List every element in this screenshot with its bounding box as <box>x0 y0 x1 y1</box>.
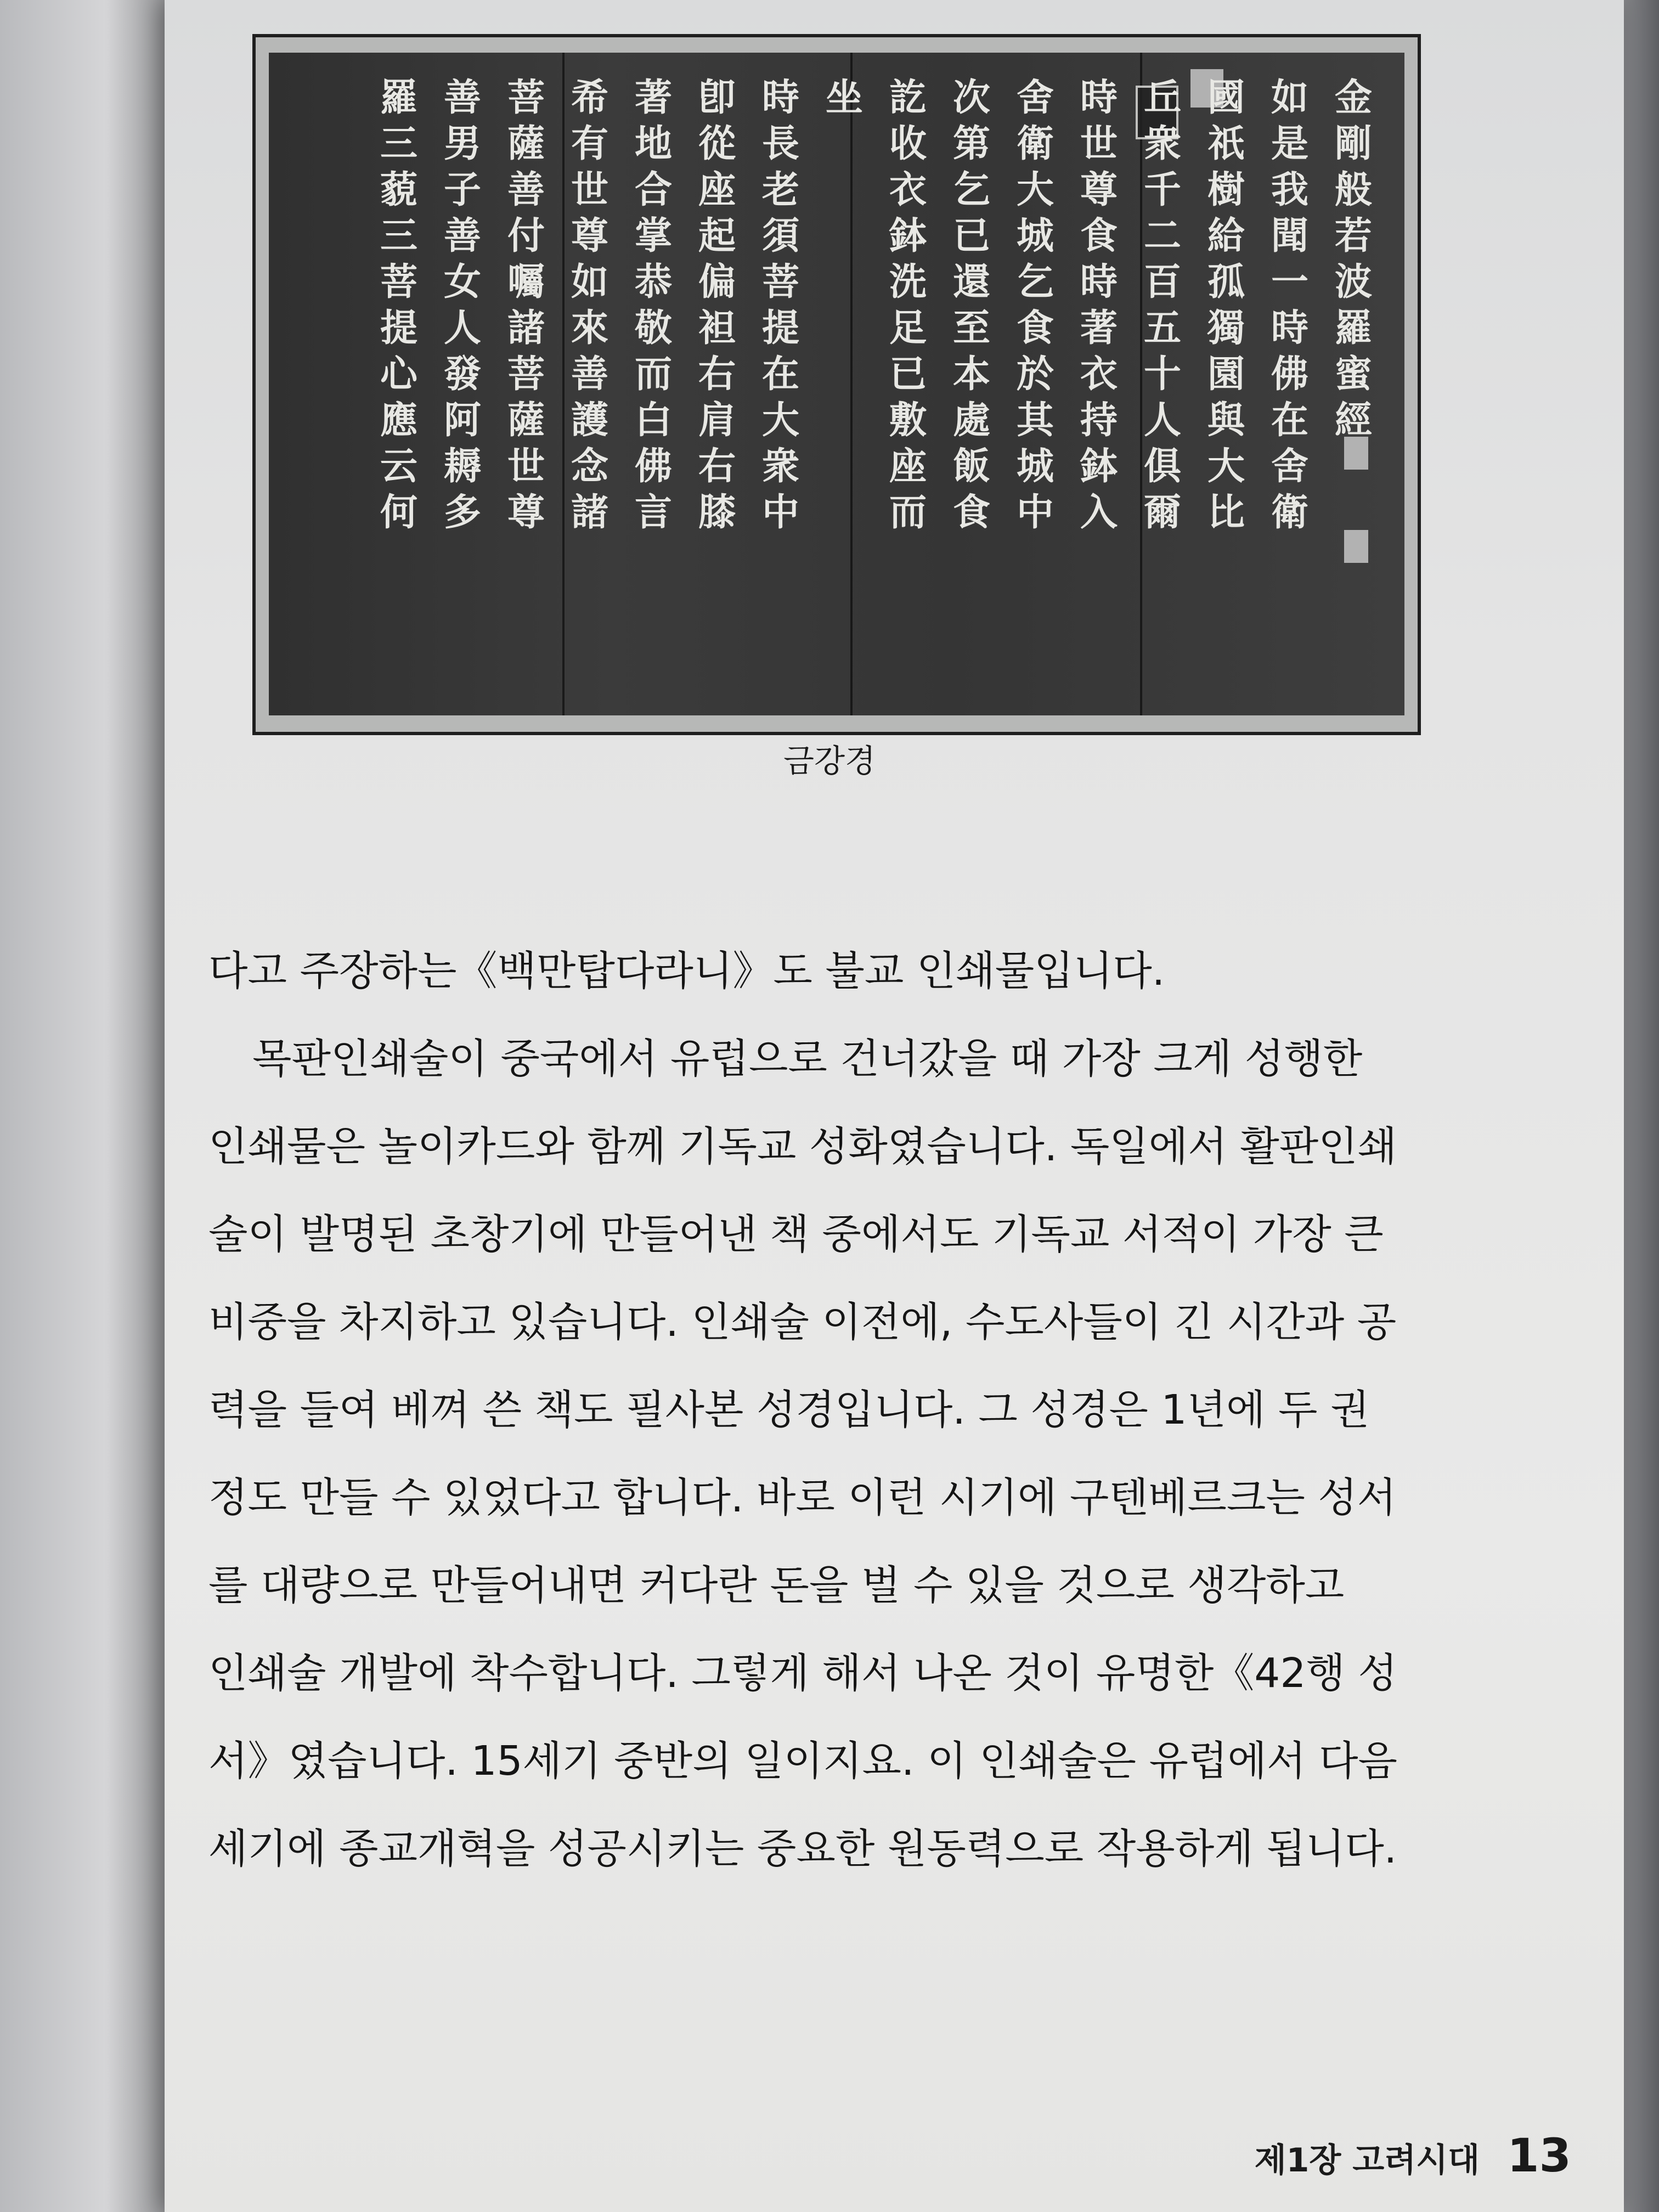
diamond-sutra-photo <box>252 34 1421 735</box>
sutra-column: 金 剛 般 若 波 羅 蜜 經 <box>1334 76 1372 442</box>
page-footer <box>1255 2129 1571 2182</box>
body-line: 비중을 차지하고 있습니다. 인쇄술 이전에, 수도사들이 긴 시간과 공 <box>208 1299 1397 1346</box>
body-line: 서》였습니다. 15세기 중반의 일이지요. 이 인쇄술은 유럽에서 다음 <box>208 1737 1397 1785</box>
sutra-column: 善 男 子 善 女 人 發 阿 耨 多 <box>443 76 481 534</box>
bleed-through-text <box>241 757 272 801</box>
sutra-column: 希 有 世 尊 如 來 善 護 念 諸 <box>571 76 608 534</box>
sutra-column: 菩 薩 善 付 囑 諸 菩 薩 世 尊 <box>507 76 545 534</box>
sutra-column: 時 長 老 須 菩 提 在 大 衆 中 <box>761 76 799 534</box>
figure-caption: 금강경 <box>783 742 876 780</box>
sutra-columns <box>269 53 1404 715</box>
right-background-edge <box>1621 0 1659 2212</box>
body-line: 세기에 종교개혁을 성공시키는 중요한 원동력으로 작용하게 됩니다. <box>208 1825 1397 1872</box>
sutra-column: 著 地 合 掌 恭 敬 而 白 佛 言 <box>634 76 672 534</box>
body-line: 다고 주장하는《백만탑다라니》도 불교 인쇄물입니다. <box>208 947 1165 995</box>
body-line: 목판인쇄술이 중국에서 유럽으로 건너갔을 때 가장 크게 성행한 <box>252 1035 1363 1082</box>
sutra-column: 訖 收 衣 鉢 洗 足 已 敷 座 而 <box>889 76 927 534</box>
sutra-column: 坐 <box>825 76 863 120</box>
sutra-column: 舍 衛 大 城 乞 食 於 其 城 中 <box>1016 76 1054 534</box>
sutra-column: 卽 從 座 起 偏 袒 右 肩 右 膝 <box>698 76 736 534</box>
sutra-column: 時 世 尊 食 時 著 衣 持 鉢 入 <box>1080 76 1118 534</box>
body-line: 인쇄물은 놀이카드와 함께 기독교 성화였습니다. 독일에서 활판인쇄 <box>208 1123 1397 1170</box>
sutra-column: 羅 三 藐 三 菩 提 心 應 云 何 <box>380 76 417 534</box>
sutra-column: 次 第 乞 已 還 至 本 處 飯 食 <box>952 76 990 534</box>
body-line: 인쇄술 개발에 착수합니다. 그렇게 해서 나온 것이 유명한《42행 성 <box>208 1650 1397 1697</box>
sutra-column: 國 祇 樹 給 孤 獨 園 與 大 比 <box>1207 76 1245 534</box>
sutra-column: 如 是 我 聞 一 時 佛 在 舍 衛 <box>1271 76 1308 534</box>
sutra-scroll <box>269 53 1404 715</box>
sutra-column: 丘 衆 千 二 百 五 十 人 俱 爾 <box>1143 76 1181 534</box>
chapter-title: 제1장 고려시대 <box>1254 2141 1480 2180</box>
page-number: 13 <box>1507 2129 1571 2182</box>
body-line: 력을 들여 베껴 쓴 책도 필사본 성경입니다. 그 성경은 1년에 두 권 <box>208 1386 1370 1434</box>
body-line: 술이 발명된 초창기에 만들어낸 책 중에서도 기독교 서적이 가장 큰 <box>208 1211 1384 1258</box>
body-line: 를 대량으로 만들어내면 커다란 돈을 벌 수 있을 것으로 생각하고 <box>208 1562 1345 1609</box>
body-text <box>208 927 1547 1893</box>
body-line: 정도 만들 수 있었다고 합니다. 바로 이런 시기에 구텐베르크는 성서 <box>208 1474 1397 1521</box>
